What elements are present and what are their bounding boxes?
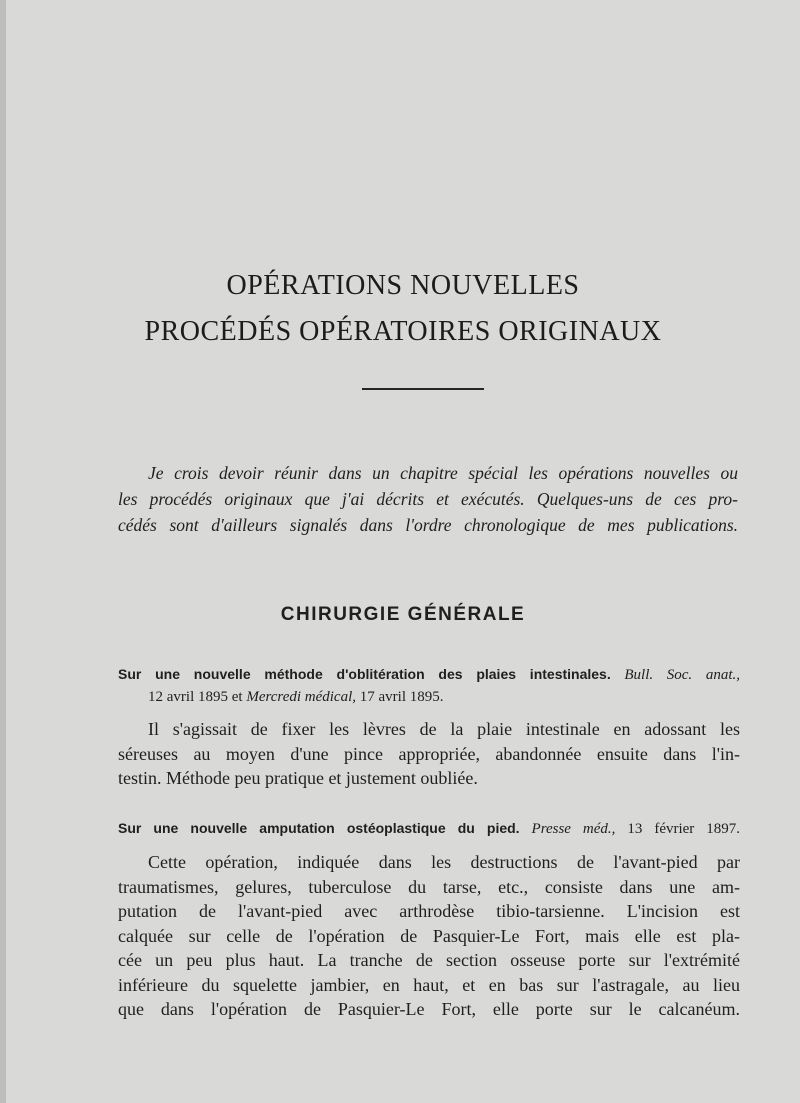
chapter-title-line-1: OPÉRATIONS NOUVELLES: [226, 270, 580, 301]
document-page: [6, 0, 800, 1103]
entry-title-1: Sur une nouvelle méthode d'oblitération des plaies intestinales.: [118, 666, 611, 682]
intro-line-1: Je crois devoir réunir dans un chapitre spécial les opérations nouvelles ou: [148, 463, 738, 483]
entry-1-line-3: testin. Méthode peu pratique et justement oubliée.: [118, 768, 478, 788]
entry-ref-1-journal: Mercredi médical,: [246, 689, 357, 705]
intro-line-3: cédés sont d'ailleurs signalés dans l'ordre chronologique de mes publications.: [118, 515, 738, 535]
entry-1-line-1: Il s'agissait de fixer les lèvres de la plaie intestinale en adossant les: [148, 719, 740, 739]
entry-heading-2: [118, 817, 740, 840]
entry-2-line-1: Cette opération, indiquée dans les destructions de l'avant-pied par: [148, 852, 740, 872]
entry-2-line-4: calquée sur celle de l'opération de Pasquier-Le Fort, mais elle est pla-: [118, 925, 740, 946]
entry-journal-2: Presse méd.,: [531, 821, 616, 837]
entry-heading-1: [118, 663, 740, 708]
entry-2-line-5: cée un peu plus haut. La tranche de section osseuse porte sur l'extrémité: [118, 950, 740, 970]
entry-journal-1: Bull. Soc. anat.,: [624, 667, 740, 683]
entry-2-line-6: inférieure du squelette jambier, en haut, et en bas sur l'astragale, au lieu: [118, 974, 740, 995]
entry-date-2: 13 février 1897.: [615, 821, 740, 837]
section-heading: CHIRURGIE GÉNÉRALE: [280, 604, 526, 625]
chapter-title-line-2: PROCÉDÉS OPÉRATOIRES ORIGINAUX: [144, 316, 662, 347]
entry-2-line-2: traumatismes, gelures, tuberculose du tarse, etc., consiste dans une am-: [118, 876, 740, 897]
title-divider: [362, 388, 484, 390]
entry-2-line-3: putation de l'avant-pied avec arthrodèse tibio-tarsienne. L'incision est: [118, 901, 740, 921]
entry-title-2: Sur une nouvelle amputation ostéoplastique du pied.: [118, 820, 520, 836]
intro-line-2: les procédés originaux que j'ai décrits et exécutés. Quelques-uns de ces pro-: [118, 489, 738, 509]
entry-body-1: [118, 717, 740, 791]
entry-1-line-2: séreuses au moyen d'une pince appropriée, abandonnée ensuite dans l'in-: [118, 743, 740, 764]
entry-ref-1a: 12 avril 1895 et: [148, 689, 247, 705]
entry-2-line-7: que dans l'opération de Pasquier-Le Fort, elle porte sur le calcanéum.: [118, 999, 740, 1019]
entry-ref-1b: 17 avril 1895.: [356, 689, 444, 705]
entry-body-2: [118, 850, 740, 1022]
intro-paragraph: [118, 460, 738, 538]
